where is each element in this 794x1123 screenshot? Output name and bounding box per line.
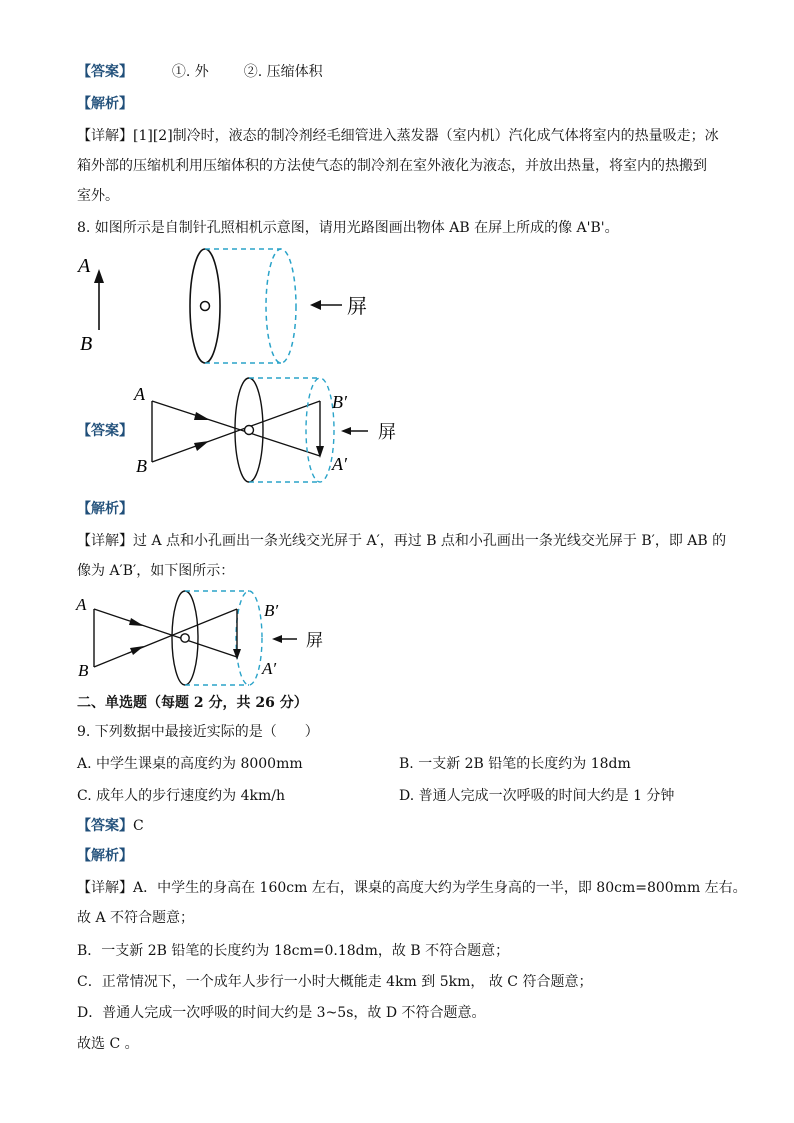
fig-label-b: B <box>80 333 93 355</box>
screen-pointer-head <box>341 427 351 435</box>
fig-label-b: B <box>78 661 89 680</box>
image-arrow-head <box>316 446 324 458</box>
screen-pointer-head <box>272 635 282 643</box>
q7-detail-line1: 【详解】[1][2]制冷时，液态的制冷剂经毛细管进入蒸发器（室内机）汽化成气体将室内的热量吸走；冰 <box>77 128 719 144</box>
ray-b-arrow <box>130 646 144 655</box>
screen-ellipse <box>236 591 262 685</box>
q8-detail-line2: 像为 A′B′，如下图所示： <box>77 563 235 579</box>
ray-a-arrow <box>129 618 144 626</box>
fig-label-a: A <box>78 255 91 277</box>
fig-label-a-prime: A′ <box>332 454 347 474</box>
object-arrow-head <box>94 269 104 283</box>
image-arrow-head <box>233 649 241 660</box>
q9-option-a: A. 中学生课桌的高度约为 8000mm <box>77 756 303 772</box>
ray-b-arrow <box>194 441 209 451</box>
fig-label-a-prime: A′ <box>262 659 277 678</box>
pinhole <box>201 302 210 311</box>
fig-label-b: B <box>136 456 147 476</box>
q9-detail-line1: 【详解】A．中学生的身高在 160cm 左右，课桌的高度大约为学生身高的一半，即 80cm=800mm 左右。 <box>77 880 747 896</box>
screen-pointer-head <box>310 300 321 310</box>
q7-answer-2: ②. 压缩体积 <box>243 64 323 80</box>
pinhole-plate <box>190 249 220 363</box>
q9-answer-value: C <box>133 818 144 834</box>
answer-tag: 【答案】 <box>77 64 133 80</box>
q8-analysis-tag: 【解析】 <box>77 501 133 517</box>
q9-conclusion: 故选 C 。 <box>77 1036 139 1052</box>
q9-detail-line3: B．一支新 2B 铅笔的长度约为 18cm=0.18dm，故 B 不符合题意； <box>77 943 510 959</box>
q9-detail-line2: 故 A 不符合题意； <box>77 910 195 926</box>
q7-detail-line3: 室外。 <box>77 188 119 204</box>
fig-screen-label: 屏 <box>306 631 323 650</box>
q9-stem: 9. 下列数据中最接近实际的是（ ） <box>77 724 319 740</box>
q8-stem: 8. 如图所示是自制针孔照相机示意图，请用光路图画出物体 AB 在屏上所成的像 A'B'。 <box>77 220 619 236</box>
fig-label-a: A <box>76 595 87 614</box>
fig-label-b-prime: B′ <box>332 392 347 412</box>
ray-a-arrow <box>194 412 210 420</box>
q9-option-c: C. 成年人的步行速度约为 4km/h <box>77 788 285 804</box>
fig-screen-label: 屏 <box>347 296 367 318</box>
pinhole <box>245 426 254 435</box>
q7-answer-1: ①. 外 <box>171 64 209 80</box>
q7-detail-line2: 箱外部的压缩机利用压缩体积的方法使气态的制冷剂在室外液化为液态，并放出热量，将室内的热搬到 <box>77 158 707 174</box>
fig-label-b-prime: B′ <box>264 601 279 620</box>
q8-detail-line1: 【详解】过 A 点和小孔画出一条光线交光屏于 A′，再过 B 点和小孔画出一条光线交光屏于 B′，即 AB 的 <box>77 533 727 549</box>
ray-a <box>94 609 237 657</box>
fig-label-a: A <box>134 384 145 404</box>
q9-detail-line4: C．正常情况下，一个成年人步行一小时大概能走 4km 到 5km， 故 C 符合题意； <box>77 974 593 990</box>
q9-option-d: D. 普通人完成一次呼吸的时间大约是 1 分钟 <box>399 788 675 804</box>
q8-figure-setup <box>70 245 390 370</box>
q8-figure-detail <box>74 588 354 686</box>
answer-tag: 【答案】 <box>77 818 133 834</box>
section-title: 二、单选题（每题 2 分，共 26 分） <box>77 695 308 711</box>
q7-answer-row <box>77 62 323 82</box>
pinhole <box>181 634 189 642</box>
fig-screen-label: 屏 <box>378 422 396 442</box>
q9-analysis-tag: 【解析】 <box>77 848 133 864</box>
q9-answer-row <box>77 816 144 836</box>
q9-detail-line5: D．普通人完成一次呼吸的时间大约是 3~5s，故 D 不符合题意。 <box>77 1005 486 1021</box>
q9-option-b: B. 一支新 2B 铅笔的长度约为 18dm <box>399 756 631 772</box>
q8-answer-tag: 【答案】 <box>77 423 133 439</box>
screen-ellipse <box>266 249 296 363</box>
ray-b <box>94 609 237 667</box>
q7-analysis-tag: 【解析】 <box>77 96 133 112</box>
q8-figure-answer <box>130 376 410 488</box>
